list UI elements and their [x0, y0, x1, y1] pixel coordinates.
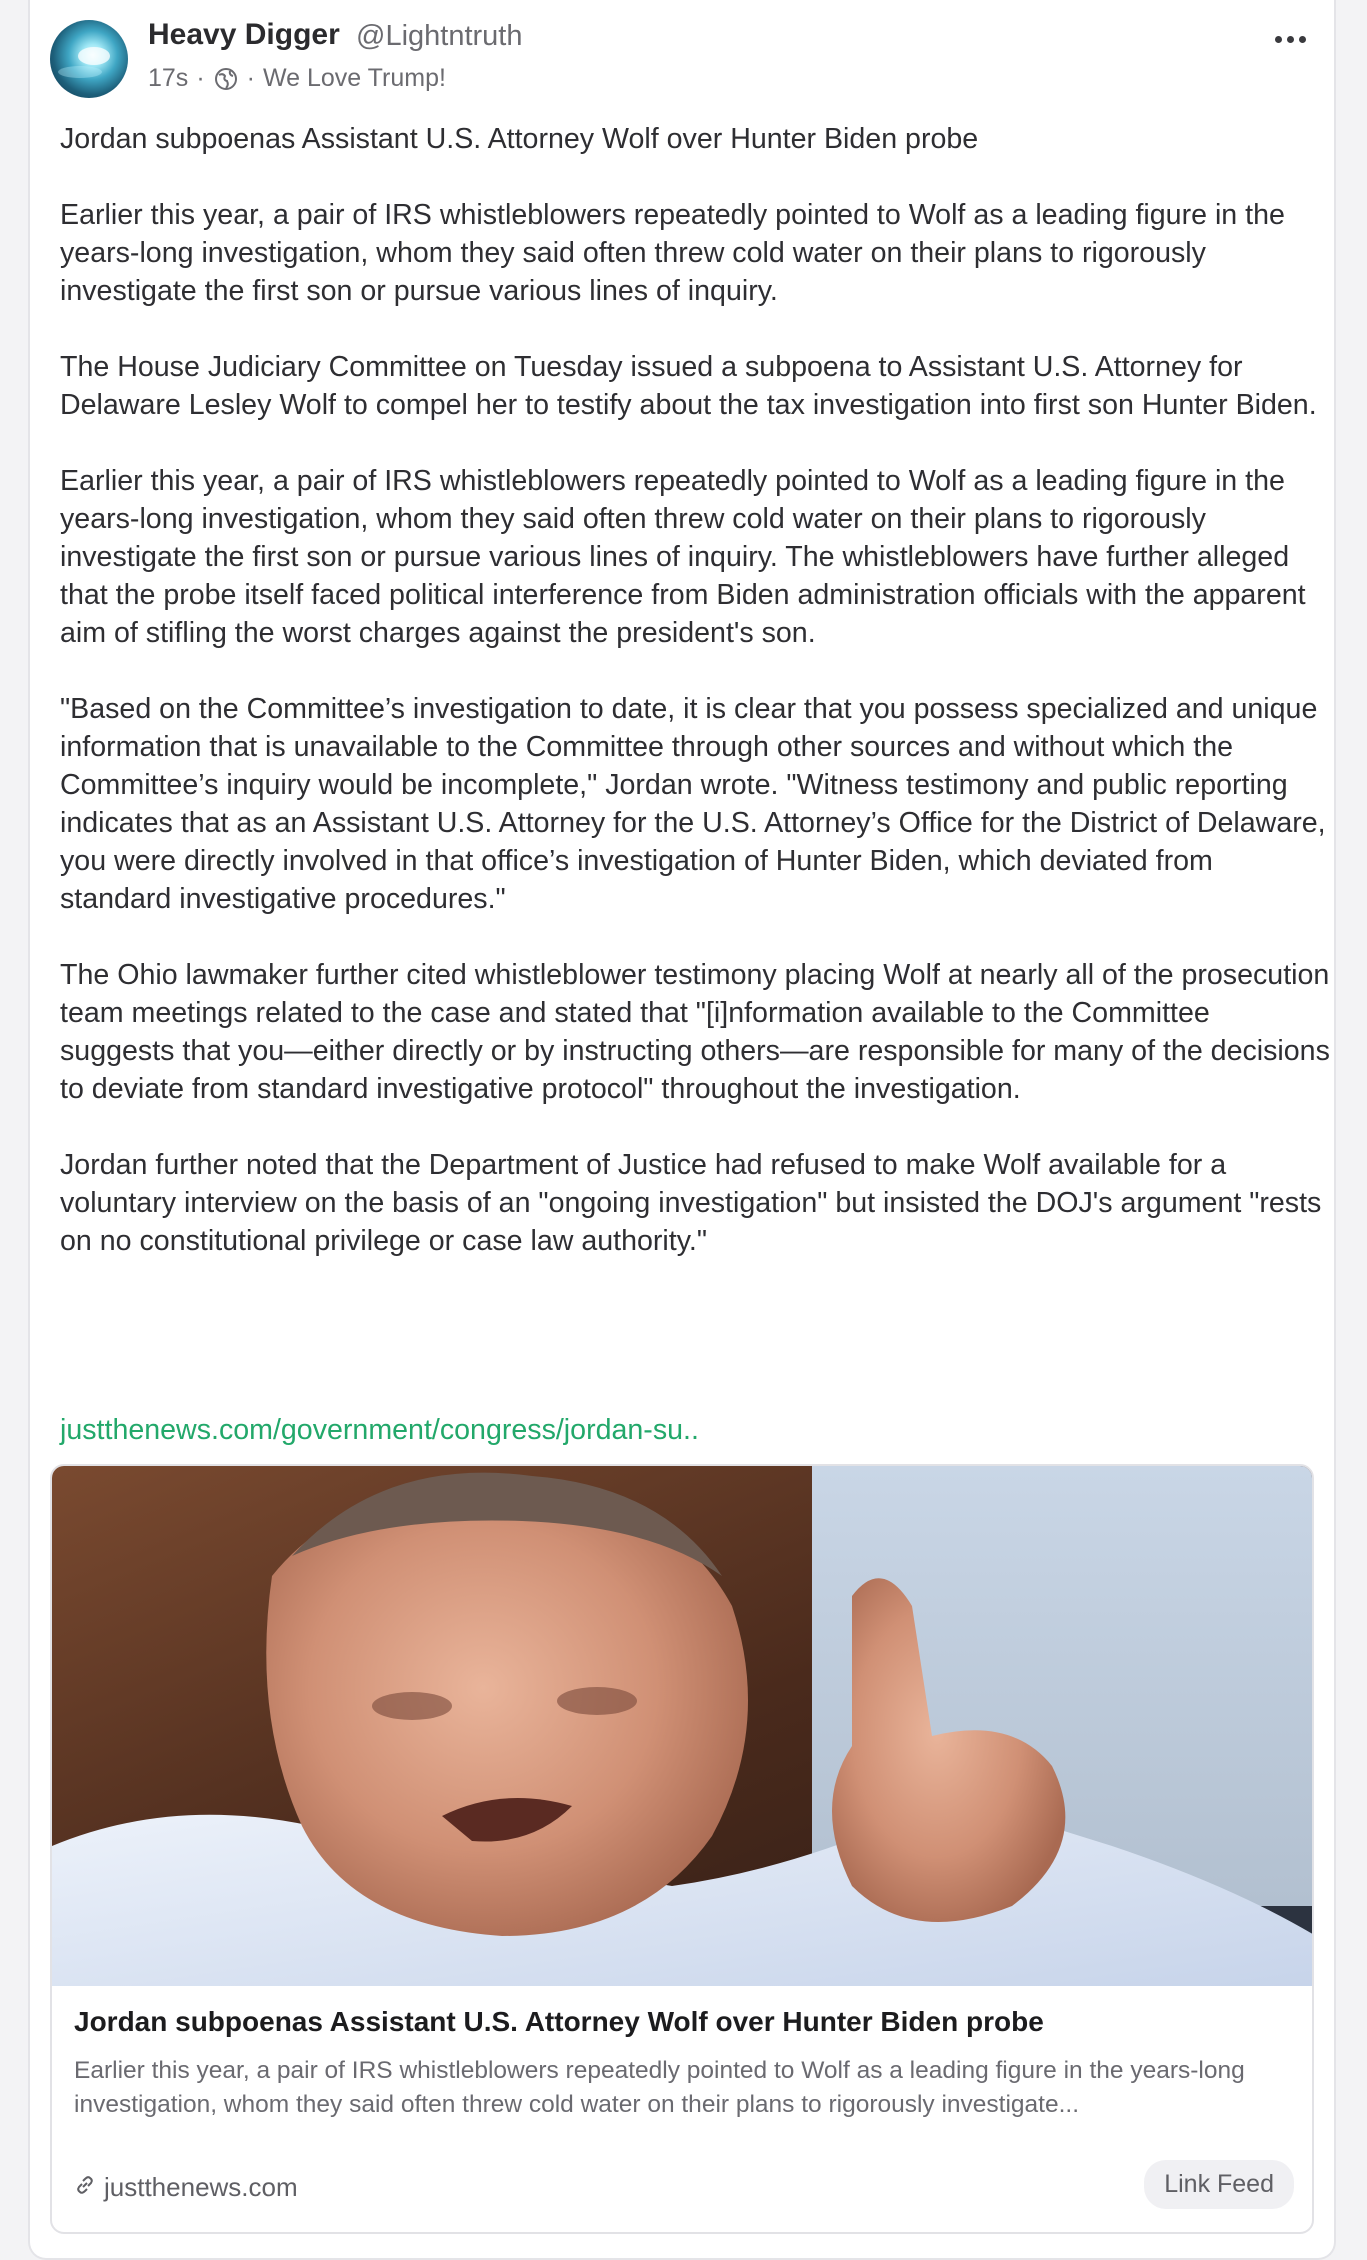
meta-separator: · — [196, 64, 205, 92]
post-card — [28, 0, 1336, 2260]
dot-icon — [1287, 36, 1294, 43]
link-feed-badge[interactable]: Link Feed — [1144, 2160, 1294, 2209]
more-options-button[interactable] — [1268, 24, 1312, 54]
post-paragraph: Earlier this year, a pair of IRS whistleblowers repeatedly pointed to Wolf as a leading figure in the years-long investigation, whom they said often threw cold water on their plans to rigorously investigate the first son or pursue various lines of inquiry. — [60, 199, 1285, 307]
avatar[interactable] — [50, 20, 128, 98]
post-paragraph: The House Judiciary Committee on Tuesday issued a subpoena to Assistant U.S. Attorney for Delaware Lesley Wolf to compel her to testify about the tax investigation into first son Hunter Biden. — [60, 351, 1317, 421]
author-name[interactable]: Heavy Digger — [148, 18, 340, 51]
post-paragraph: The Ohio lawmaker further cited whistleblower testimony placing Wolf at nearly all of the prosecution team meetings related to the case and stated that "[i]nformation available to the Committee suggests that you—either directly or by instructing others—are responsible for many of the decisions to deviate from standard investigative protocol" throughout the investigation. — [60, 959, 1330, 1105]
link-icon — [74, 2172, 96, 2203]
meta-separator: · — [246, 64, 255, 92]
post-link[interactable]: justthenews.com/government/congress/jordan-su.. — [60, 1414, 699, 1446]
post-paragraph: Earlier this year, a pair of IRS whistleblowers repeatedly pointed to Wolf as a leading figure in the years-long investigation, whom they said often threw cold water on their plans to rigorously investigate the first son or pursue various lines of inquiry. The whistleblowers have further alleged that the probe itself faced political interference from Biden administration officials with the apparent aim of stifling the worst charges against the president's son. — [60, 465, 1306, 649]
preview-image[interactable] — [52, 1466, 1314, 1986]
post-body — [60, 120, 1330, 1298]
post-paragraph: Jordan further noted that the Department of Justice had refused to make Wolf available for a voluntary interview on the basis of an "ongoing investigation" but insisted the DOJ's argument "rests on no constitutional privilege or case law authority." — [60, 1149, 1322, 1257]
preview-domain[interactable] — [74, 2172, 298, 2203]
post-meta — [148, 64, 446, 93]
post-time[interactable]: 17s — [148, 64, 189, 92]
dot-icon — [1299, 36, 1306, 43]
dot-icon — [1275, 36, 1282, 43]
globe-icon — [213, 66, 239, 92]
link-preview-card[interactable] — [50, 1464, 1314, 2234]
post-paragraph: "Based on the Committee’s investigation to date, it is clear that you possess specialized and unique information that is unavailable to the Committee through other sources and without which the Committee’s inquiry would be incomplete," Jordan wrote. "Witness testimony and public reporting indicates that as an Assistant U.S. Attorney for the U.S. Attorney’s Office for the District of Delaware, you were directly involved in that office’s investigation of Hunter Biden, which deviated from standard investigative procedures." — [60, 693, 1326, 915]
group-name[interactable]: We Love Trump! — [262, 64, 446, 92]
preview-domain-text: justthenews.com — [104, 2172, 298, 2202]
author-handle[interactable]: @Lightntruth — [356, 20, 523, 52]
preview-title[interactable]: Jordan subpoenas Assistant U.S. Attorney Wolf over Hunter Biden probe — [74, 2006, 1044, 2037]
preview-description: Earlier this year, a pair of IRS whistleblowers repeatedly pointed to Wolf as a leading figure in the years-long investigation, whom they said often threw cold water on their plans to rigorously investigate... — [74, 2057, 1245, 2118]
post-paragraph: Jordan subpoenas Assistant U.S. Attorney Wolf over Hunter Biden probe — [60, 123, 979, 155]
